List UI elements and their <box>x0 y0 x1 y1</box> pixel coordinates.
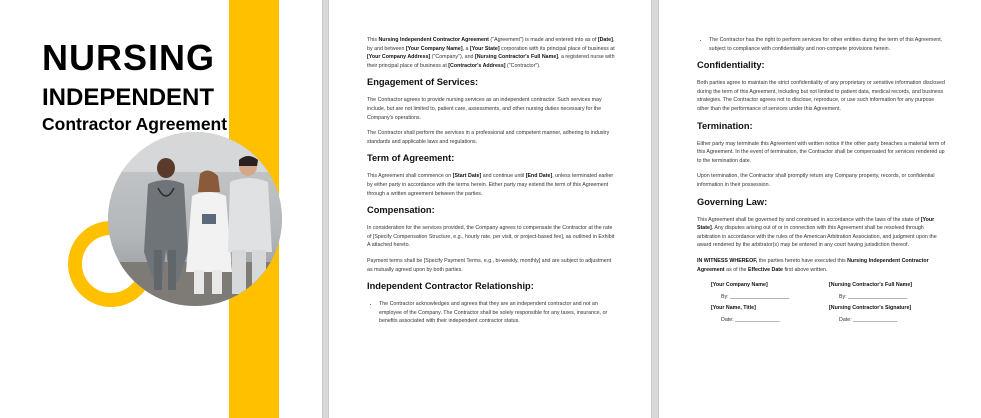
compensation-paragraph-1: In consideration for the services provided, the Company agrees to compensate the Contractor at the rate of [Specify Compensation Structure, e.g., hourly rate, per visit, or project-based fee], as outlined in Exhibit A attached hereto. <box>367 225 615 249</box>
company-signature-column <box>711 281 821 327</box>
compensation-paragraph-2: Payment terms shall be [Specify Payment Terms, e.g., bi-weekly, monthly] and are subject to adjustment as mutually agreed upon by both parties. <box>367 257 612 273</box>
nurses-photo <box>108 132 282 306</box>
contractor-name-label: [Nursing Contractor's Full Name] <box>829 282 913 289</box>
contractor-date-line: Date: _______________ <box>839 316 898 323</box>
cover-page <box>0 0 322 418</box>
signature-block <box>697 281 947 327</box>
compensation-heading: Compensation: <box>367 205 435 216</box>
witness-paragraph: IN WITNESS WHEREOF, the parties hereto have executed this Nursing Independent Contractor Agreement as of the Effective Date first above written. <box>697 257 929 273</box>
page2-body <box>367 36 617 333</box>
governing-law-paragraph: This Agreement shall be governed by and construed in accordance with the laws of the state of [Your State]. Any disputes arising out of or in connection with this Agreement shall be resolved through arbitration in accordance with the rules of the American Arbitration Association, and judgment upon the award rendered by the arbitrator(s) may be entered in any court having jurisdiction thereof. <box>697 216 937 249</box>
cover-title-nursing: NURSING <box>42 37 216 78</box>
contractor-signature-column <box>829 281 939 327</box>
page3-body <box>697 36 947 327</box>
agreement-page-2 <box>329 0 651 418</box>
contractor-signature-label: [Nursing Contractor's Signature] <box>829 305 912 312</box>
intro-paragraph: This Nursing Independent Contractor Agreement ("Agreement") is made and entered into as of [Date], by and between [Your Company Name], a [Your State] corporation with its principal place of business at [Your Company Address] ("Company"), and [Nursing Contractor's Full Name], a registered nurse with their principal place of business at [Contractor's Address] ("Contractor"). <box>367 37 615 69</box>
termination-paragraph-1: Either party may terminate this Agreement with written notice if the other party breaches a material term of this Agreement. In the event of termination, the Contractor shall be compensated for services rendered up to the termination date. <box>697 140 946 164</box>
termination-paragraph-2: Upon termination, the Contractor shall promptly return any Company property, records, or confidential information in their possession. <box>697 173 935 188</box>
governing-law-heading: Governing Law: <box>697 196 768 207</box>
agreement-page-3 <box>659 0 981 418</box>
list-item: • The Contractor has the right to perform services for other entities during the term of this Agreement, subject to compliance with confidentiality and non-compete provisions herein. <box>709 36 947 53</box>
term-paragraph: This Agreement shall commence on [Start Date] and continue until [End Date], unless terminated earlier by either party in accordance with the terms herein. Either party may extend the term of this Agreement through a written agreement between the parties. <box>367 173 614 197</box>
relationship-heading: Independent Contractor Relationship: <box>367 281 534 292</box>
relationship-list-continued <box>697 36 947 53</box>
cover-title-independent: INDEPENDENT <box>42 84 215 111</box>
engagement-heading: Engagement of Services: <box>367 77 479 88</box>
company-title-label: [Your Name, Title] <box>711 305 756 312</box>
term-heading: Term of Agreement: <box>367 153 455 164</box>
company-by-line: By: ____________________ <box>721 293 790 300</box>
engagement-paragraph-1: The Contractor agrees to provide nursing services as an independent contractor. Such services may include, but are not limited to, patient care, assessments, and other nursing duties necessary for the Company's operations. <box>367 97 602 121</box>
cover-title-contractor-agreement: Contractor Agreement <box>42 114 228 134</box>
company-date-line: Date: _______________ <box>721 316 780 323</box>
confidentiality-heading: Confidentiality: <box>697 60 765 71</box>
confidentiality-paragraph: Both parties agree to maintain the strict confidentiality of any proprietary or sensitive information disclosed during the term of this Agreement, including but not limited to patient data, medical records, and business strategies. The Contractor agrees not to disclose, reproduce, or use such information for any purpose other than the performance of services under this Agreement. <box>697 80 945 112</box>
engagement-paragraph-2: The Contractor shall perform the services in a professional and competent manner, adhering to industry standards and applicable laws and regulations. <box>367 130 610 145</box>
list-item: • The Contractor acknowledges and agrees that they are an independent contractor and not an employee of the Company. The Contractor shall be solely responsible for any taxes, insurance, or benefits associated with their independent contractor status. <box>379 300 617 326</box>
contractor-by-line: By: ____________________ <box>839 293 908 300</box>
termination-heading: Termination: <box>697 120 753 131</box>
company-name-label: [Your Company Name] <box>711 282 768 289</box>
relationship-list <box>367 300 617 326</box>
